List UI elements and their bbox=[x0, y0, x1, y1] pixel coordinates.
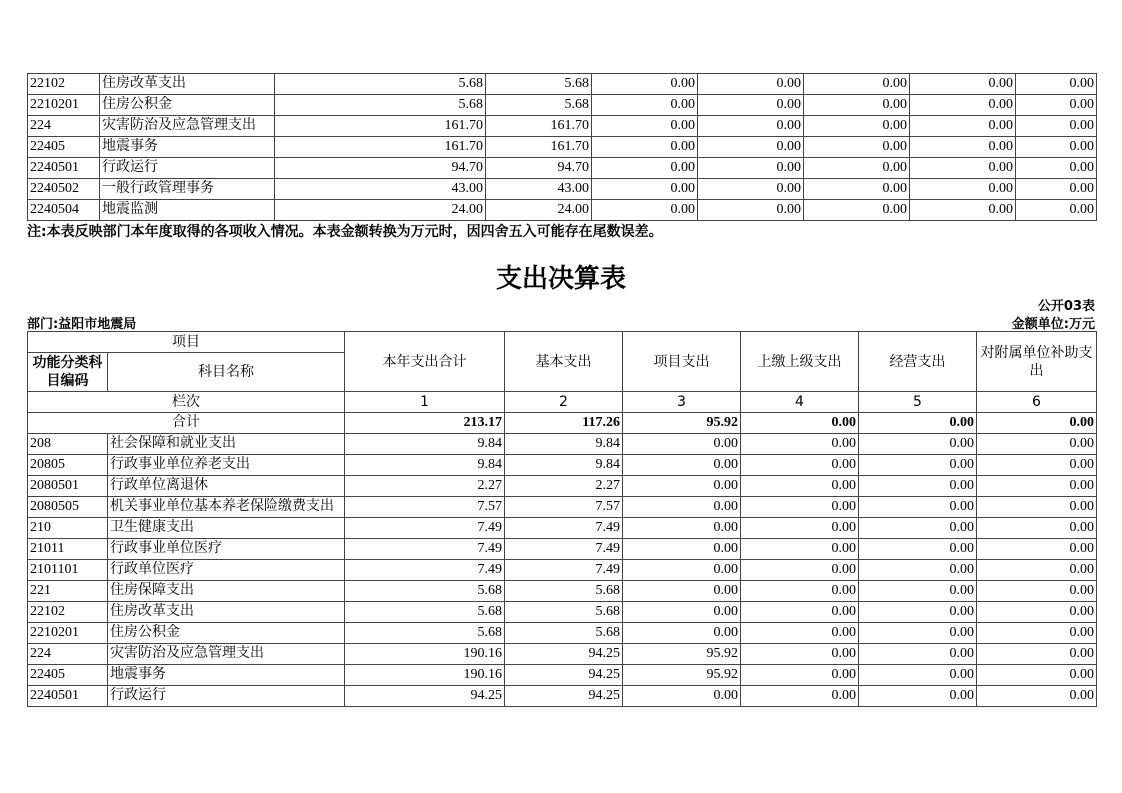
amount-cell: 0.00 bbox=[741, 455, 859, 476]
subject-name: 住房改革支出 bbox=[100, 74, 275, 95]
amount-cell: 0.00 bbox=[623, 497, 741, 518]
amount-cell: 0.00 bbox=[859, 623, 977, 644]
amount-cell: 0.00 bbox=[977, 581, 1097, 602]
table-row bbox=[28, 179, 1097, 200]
amount-cell: 43.00 bbox=[486, 179, 592, 200]
amount-cell: 161.70 bbox=[486, 137, 592, 158]
amount-cell: 0.00 bbox=[698, 200, 804, 221]
amount-cell: 0.00 bbox=[859, 581, 977, 602]
total-row bbox=[28, 413, 1097, 434]
amount-cell: 0.00 bbox=[859, 644, 977, 665]
amount-cell: 5.68 bbox=[486, 74, 592, 95]
table-row bbox=[28, 200, 1097, 221]
amount-cell: 0.00 bbox=[804, 137, 910, 158]
amount-cell: 0.00 bbox=[977, 518, 1097, 539]
table-row bbox=[28, 158, 1097, 179]
amount-cell: 7.49 bbox=[345, 560, 505, 581]
amount-cell: 0.00 bbox=[623, 602, 741, 623]
amount-cell: 5.68 bbox=[486, 95, 592, 116]
subject-name: 行政单位离退休 bbox=[108, 476, 345, 497]
amount-cell: 2.27 bbox=[505, 476, 623, 497]
header-col-total: 本年支出合计 bbox=[345, 332, 505, 392]
subject-code: 2080505 bbox=[28, 497, 108, 518]
subject-code: 224 bbox=[28, 644, 108, 665]
amount-cell: 0.00 bbox=[910, 200, 1016, 221]
amount-cell: 0.00 bbox=[977, 560, 1097, 581]
amount-cell: 0.00 bbox=[741, 581, 859, 602]
amount-cell: 5.68 bbox=[505, 602, 623, 623]
amount-cell: 0.00 bbox=[698, 95, 804, 116]
subject-name: 住房保障支出 bbox=[108, 581, 345, 602]
amount-cell: 0.00 bbox=[1016, 158, 1097, 179]
subject-name: 住房改革支出 bbox=[108, 602, 345, 623]
amount-cell: 5.68 bbox=[345, 623, 505, 644]
col-number: 2 bbox=[505, 392, 623, 413]
total-value: 0.00 bbox=[977, 413, 1097, 434]
amount-cell: 0.00 bbox=[1016, 137, 1097, 158]
table-row bbox=[28, 665, 1097, 686]
amount-cell: 0.00 bbox=[623, 518, 741, 539]
amount-cell: 9.84 bbox=[505, 455, 623, 476]
amount-cell: 161.70 bbox=[486, 116, 592, 137]
amount-cell: 0.00 bbox=[977, 434, 1097, 455]
department-label: 部门:益阳市地震局 bbox=[27, 317, 137, 332]
table-row bbox=[28, 539, 1097, 560]
amount-cell: 0.00 bbox=[804, 95, 910, 116]
amount-cell: 0.00 bbox=[623, 623, 741, 644]
subject-code: 224 bbox=[28, 116, 100, 137]
amount-cell: 0.00 bbox=[592, 74, 698, 95]
col-number: 6 bbox=[977, 392, 1097, 413]
col-number: 4 bbox=[741, 392, 859, 413]
header-col-remit: 上缴上级支出 bbox=[741, 332, 859, 392]
amount-cell: 0.00 bbox=[804, 200, 910, 221]
amount-cell: 0.00 bbox=[741, 560, 859, 581]
amount-cell: 5.68 bbox=[345, 602, 505, 623]
amount-cell: 0.00 bbox=[592, 137, 698, 158]
amount-cell: 7.57 bbox=[345, 497, 505, 518]
amount-cell: 0.00 bbox=[859, 434, 977, 455]
amount-cell: 7.49 bbox=[505, 539, 623, 560]
amount-cell: 0.00 bbox=[741, 476, 859, 497]
amount-cell: 0.00 bbox=[910, 95, 1016, 116]
table-row bbox=[28, 581, 1097, 602]
amount-cell: 190.16 bbox=[345, 644, 505, 665]
subject-code: 2240501 bbox=[28, 686, 108, 707]
amount-cell: 95.92 bbox=[623, 644, 741, 665]
amount-cell: 24.00 bbox=[275, 200, 486, 221]
header-lanci: 栏次 bbox=[28, 392, 345, 413]
amount-cell: 0.00 bbox=[804, 179, 910, 200]
total-value: 0.00 bbox=[859, 413, 977, 434]
amount-cell: 0.00 bbox=[910, 74, 1016, 95]
amount-cell: 43.00 bbox=[275, 179, 486, 200]
amount-cell: 0.00 bbox=[623, 560, 741, 581]
subject-name: 住房公积金 bbox=[100, 95, 275, 116]
amount-cell: 0.00 bbox=[741, 497, 859, 518]
subject-name: 灾害防治及应急管理支出 bbox=[108, 644, 345, 665]
amount-cell: 94.70 bbox=[275, 158, 486, 179]
subject-code: 21011 bbox=[28, 539, 108, 560]
header-name: 科目名称 bbox=[108, 353, 345, 392]
income-table-body bbox=[28, 74, 1097, 221]
amount-cell: 0.00 bbox=[977, 455, 1097, 476]
amount-cell: 0.00 bbox=[977, 665, 1097, 686]
amount-cell: 0.00 bbox=[859, 476, 977, 497]
header-col-project: 项目支出 bbox=[623, 332, 741, 392]
amount-cell: 7.49 bbox=[345, 518, 505, 539]
amount-cell: 0.00 bbox=[1016, 200, 1097, 221]
table-row bbox=[28, 497, 1097, 518]
total-value: 0.00 bbox=[741, 413, 859, 434]
subject-name: 行政单位医疗 bbox=[108, 560, 345, 581]
amount-cell: 0.00 bbox=[1016, 74, 1097, 95]
amount-cell: 0.00 bbox=[804, 158, 910, 179]
amount-cell: 0.00 bbox=[698, 179, 804, 200]
table-row bbox=[28, 116, 1097, 137]
amount-cell: 0.00 bbox=[1016, 116, 1097, 137]
subject-name: 行政事业单位医疗 bbox=[108, 539, 345, 560]
table-row bbox=[28, 518, 1097, 539]
subject-name: 机关事业单位基本养老保险缴费支出 bbox=[108, 497, 345, 518]
header-col-basic: 基本支出 bbox=[505, 332, 623, 392]
amount-cell: 7.49 bbox=[505, 560, 623, 581]
table-row bbox=[28, 644, 1097, 665]
amount-cell: 2.27 bbox=[345, 476, 505, 497]
expenditure-table-body bbox=[28, 434, 1097, 707]
subject-name: 地震监测 bbox=[100, 200, 275, 221]
amount-cell: 0.00 bbox=[741, 623, 859, 644]
amount-cell: 0.00 bbox=[623, 455, 741, 476]
table-note: 注:本表反映部门本年度取得的各项收入情况。本表金额转换为万元时，因四舍五入可能存在尾数误差。 bbox=[27, 224, 663, 240]
amount-cell: 7.49 bbox=[345, 539, 505, 560]
subject-code: 208 bbox=[28, 434, 108, 455]
total-label: 合计 bbox=[28, 413, 345, 434]
table-row bbox=[28, 602, 1097, 623]
col-number: 3 bbox=[623, 392, 741, 413]
table-row bbox=[28, 455, 1097, 476]
amount-cell: 0.00 bbox=[698, 158, 804, 179]
amount-cell: 0.00 bbox=[977, 539, 1097, 560]
amount-cell: 0.00 bbox=[698, 137, 804, 158]
subject-code: 221 bbox=[28, 581, 108, 602]
subject-name: 行政运行 bbox=[100, 158, 275, 179]
header-col-business: 经营支出 bbox=[859, 332, 977, 392]
amount-cell: 7.57 bbox=[505, 497, 623, 518]
subject-code: 20805 bbox=[28, 455, 108, 476]
amount-cell: 9.84 bbox=[345, 434, 505, 455]
subject-name: 社会保障和就业支出 bbox=[108, 434, 345, 455]
subject-code: 210 bbox=[28, 518, 108, 539]
subject-name: 住房公积金 bbox=[108, 623, 345, 644]
subject-code: 22102 bbox=[28, 602, 108, 623]
amount-cell: 5.68 bbox=[505, 623, 623, 644]
table-row bbox=[28, 74, 1097, 95]
amount-cell: 5.68 bbox=[345, 581, 505, 602]
amount-cell: 0.00 bbox=[859, 602, 977, 623]
table-row bbox=[28, 623, 1097, 644]
subject-name: 行政运行 bbox=[108, 686, 345, 707]
total-value: 117.26 bbox=[505, 413, 623, 434]
amount-cell: 0.00 bbox=[804, 116, 910, 137]
amount-cell: 0.00 bbox=[623, 476, 741, 497]
expenditure-table bbox=[27, 331, 1097, 707]
col-number: 1 bbox=[345, 392, 505, 413]
amount-cell: 0.00 bbox=[859, 686, 977, 707]
page-title: 支出决算表 bbox=[495, 264, 626, 294]
amount-cell: 0.00 bbox=[592, 95, 698, 116]
amount-cell: 0.00 bbox=[623, 581, 741, 602]
header-col-subsidy: 对附属单位补助支出 bbox=[977, 332, 1097, 392]
subject-name: 地震事务 bbox=[108, 665, 345, 686]
amount-cell: 0.00 bbox=[910, 158, 1016, 179]
amount-cell: 0.00 bbox=[592, 200, 698, 221]
amount-cell: 0.00 bbox=[623, 539, 741, 560]
subject-code: 2210201 bbox=[28, 95, 100, 116]
table-row bbox=[28, 434, 1097, 455]
amount-cell: 0.00 bbox=[1016, 179, 1097, 200]
amount-cell: 0.00 bbox=[741, 665, 859, 686]
subject-code: 2101101 bbox=[28, 560, 108, 581]
col-number: 5 bbox=[859, 392, 977, 413]
amount-cell: 24.00 bbox=[486, 200, 592, 221]
amount-cell: 161.70 bbox=[275, 137, 486, 158]
amount-cell: 94.25 bbox=[505, 686, 623, 707]
amount-cell: 0.00 bbox=[623, 686, 741, 707]
amount-cell: 94.25 bbox=[345, 686, 505, 707]
amount-cell: 0.00 bbox=[741, 539, 859, 560]
amount-cell: 95.92 bbox=[623, 665, 741, 686]
amount-cell: 0.00 bbox=[977, 686, 1097, 707]
income-table-continuation bbox=[27, 73, 1097, 221]
table-row bbox=[28, 137, 1097, 158]
subject-code: 22102 bbox=[28, 74, 100, 95]
amount-cell: 5.68 bbox=[275, 74, 486, 95]
amount-cell: 0.00 bbox=[859, 518, 977, 539]
amount-cell: 0.00 bbox=[859, 497, 977, 518]
amount-cell: 0.00 bbox=[977, 602, 1097, 623]
amount-cell: 0.00 bbox=[592, 158, 698, 179]
amount-cell: 94.25 bbox=[505, 665, 623, 686]
subject-code: 22405 bbox=[28, 665, 108, 686]
amount-cell: 0.00 bbox=[910, 116, 1016, 137]
subject-code: 2240504 bbox=[28, 200, 100, 221]
table-row bbox=[28, 560, 1097, 581]
total-value: 213.17 bbox=[345, 413, 505, 434]
amount-cell: 0.00 bbox=[1016, 95, 1097, 116]
subject-name: 地震事务 bbox=[100, 137, 275, 158]
header-code: 功能分类科目编码 bbox=[28, 353, 108, 392]
header-project: 项目 bbox=[28, 332, 345, 353]
subject-code: 2210201 bbox=[28, 623, 108, 644]
subject-code: 22405 bbox=[28, 137, 100, 158]
amount-cell: 5.68 bbox=[505, 581, 623, 602]
amount-cell: 0.00 bbox=[741, 434, 859, 455]
amount-cell: 161.70 bbox=[275, 116, 486, 137]
amount-cell: 0.00 bbox=[910, 179, 1016, 200]
table-row bbox=[28, 476, 1097, 497]
amount-cell: 190.16 bbox=[345, 665, 505, 686]
subject-code: 2080501 bbox=[28, 476, 108, 497]
amount-cell: 0.00 bbox=[977, 476, 1097, 497]
amount-cell: 0.00 bbox=[859, 539, 977, 560]
subject-code: 2240501 bbox=[28, 158, 100, 179]
amount-cell: 94.70 bbox=[486, 158, 592, 179]
amount-cell: 0.00 bbox=[977, 497, 1097, 518]
amount-cell: 0.00 bbox=[859, 560, 977, 581]
subject-code: 2240502 bbox=[28, 179, 100, 200]
amount-cell: 0.00 bbox=[977, 623, 1097, 644]
subject-name: 卫生健康支出 bbox=[108, 518, 345, 539]
amount-cell: 0.00 bbox=[698, 116, 804, 137]
amount-cell: 9.84 bbox=[345, 455, 505, 476]
amount-cell: 94.25 bbox=[505, 644, 623, 665]
amount-cell: 0.00 bbox=[741, 686, 859, 707]
amount-cell: 0.00 bbox=[910, 137, 1016, 158]
amount-cell: 0.00 bbox=[623, 434, 741, 455]
document-number: 公开03表 bbox=[1037, 299, 1095, 314]
amount-cell: 5.68 bbox=[275, 95, 486, 116]
amount-cell: 0.00 bbox=[698, 74, 804, 95]
subject-name: 行政事业单位养老支出 bbox=[108, 455, 345, 476]
table-row bbox=[28, 95, 1097, 116]
amount-cell: 0.00 bbox=[592, 179, 698, 200]
total-value: 95.92 bbox=[623, 413, 741, 434]
table-row bbox=[28, 686, 1097, 707]
amount-cell: 0.00 bbox=[741, 644, 859, 665]
amount-cell: 0.00 bbox=[804, 74, 910, 95]
amount-cell: 9.84 bbox=[505, 434, 623, 455]
subject-name: 灾害防治及应急管理支出 bbox=[100, 116, 275, 137]
header-row-project bbox=[28, 332, 1097, 353]
amount-cell: 0.00 bbox=[741, 602, 859, 623]
amount-cell: 0.00 bbox=[977, 644, 1097, 665]
subject-name: 一般行政管理事务 bbox=[100, 179, 275, 200]
amount-unit-label: 金额单位:万元 bbox=[1011, 317, 1095, 332]
header-row-lanci bbox=[28, 392, 1097, 413]
amount-cell: 0.00 bbox=[592, 116, 698, 137]
amount-cell: 0.00 bbox=[741, 518, 859, 539]
amount-cell: 7.49 bbox=[505, 518, 623, 539]
amount-cell: 0.00 bbox=[859, 665, 977, 686]
amount-cell: 0.00 bbox=[859, 455, 977, 476]
